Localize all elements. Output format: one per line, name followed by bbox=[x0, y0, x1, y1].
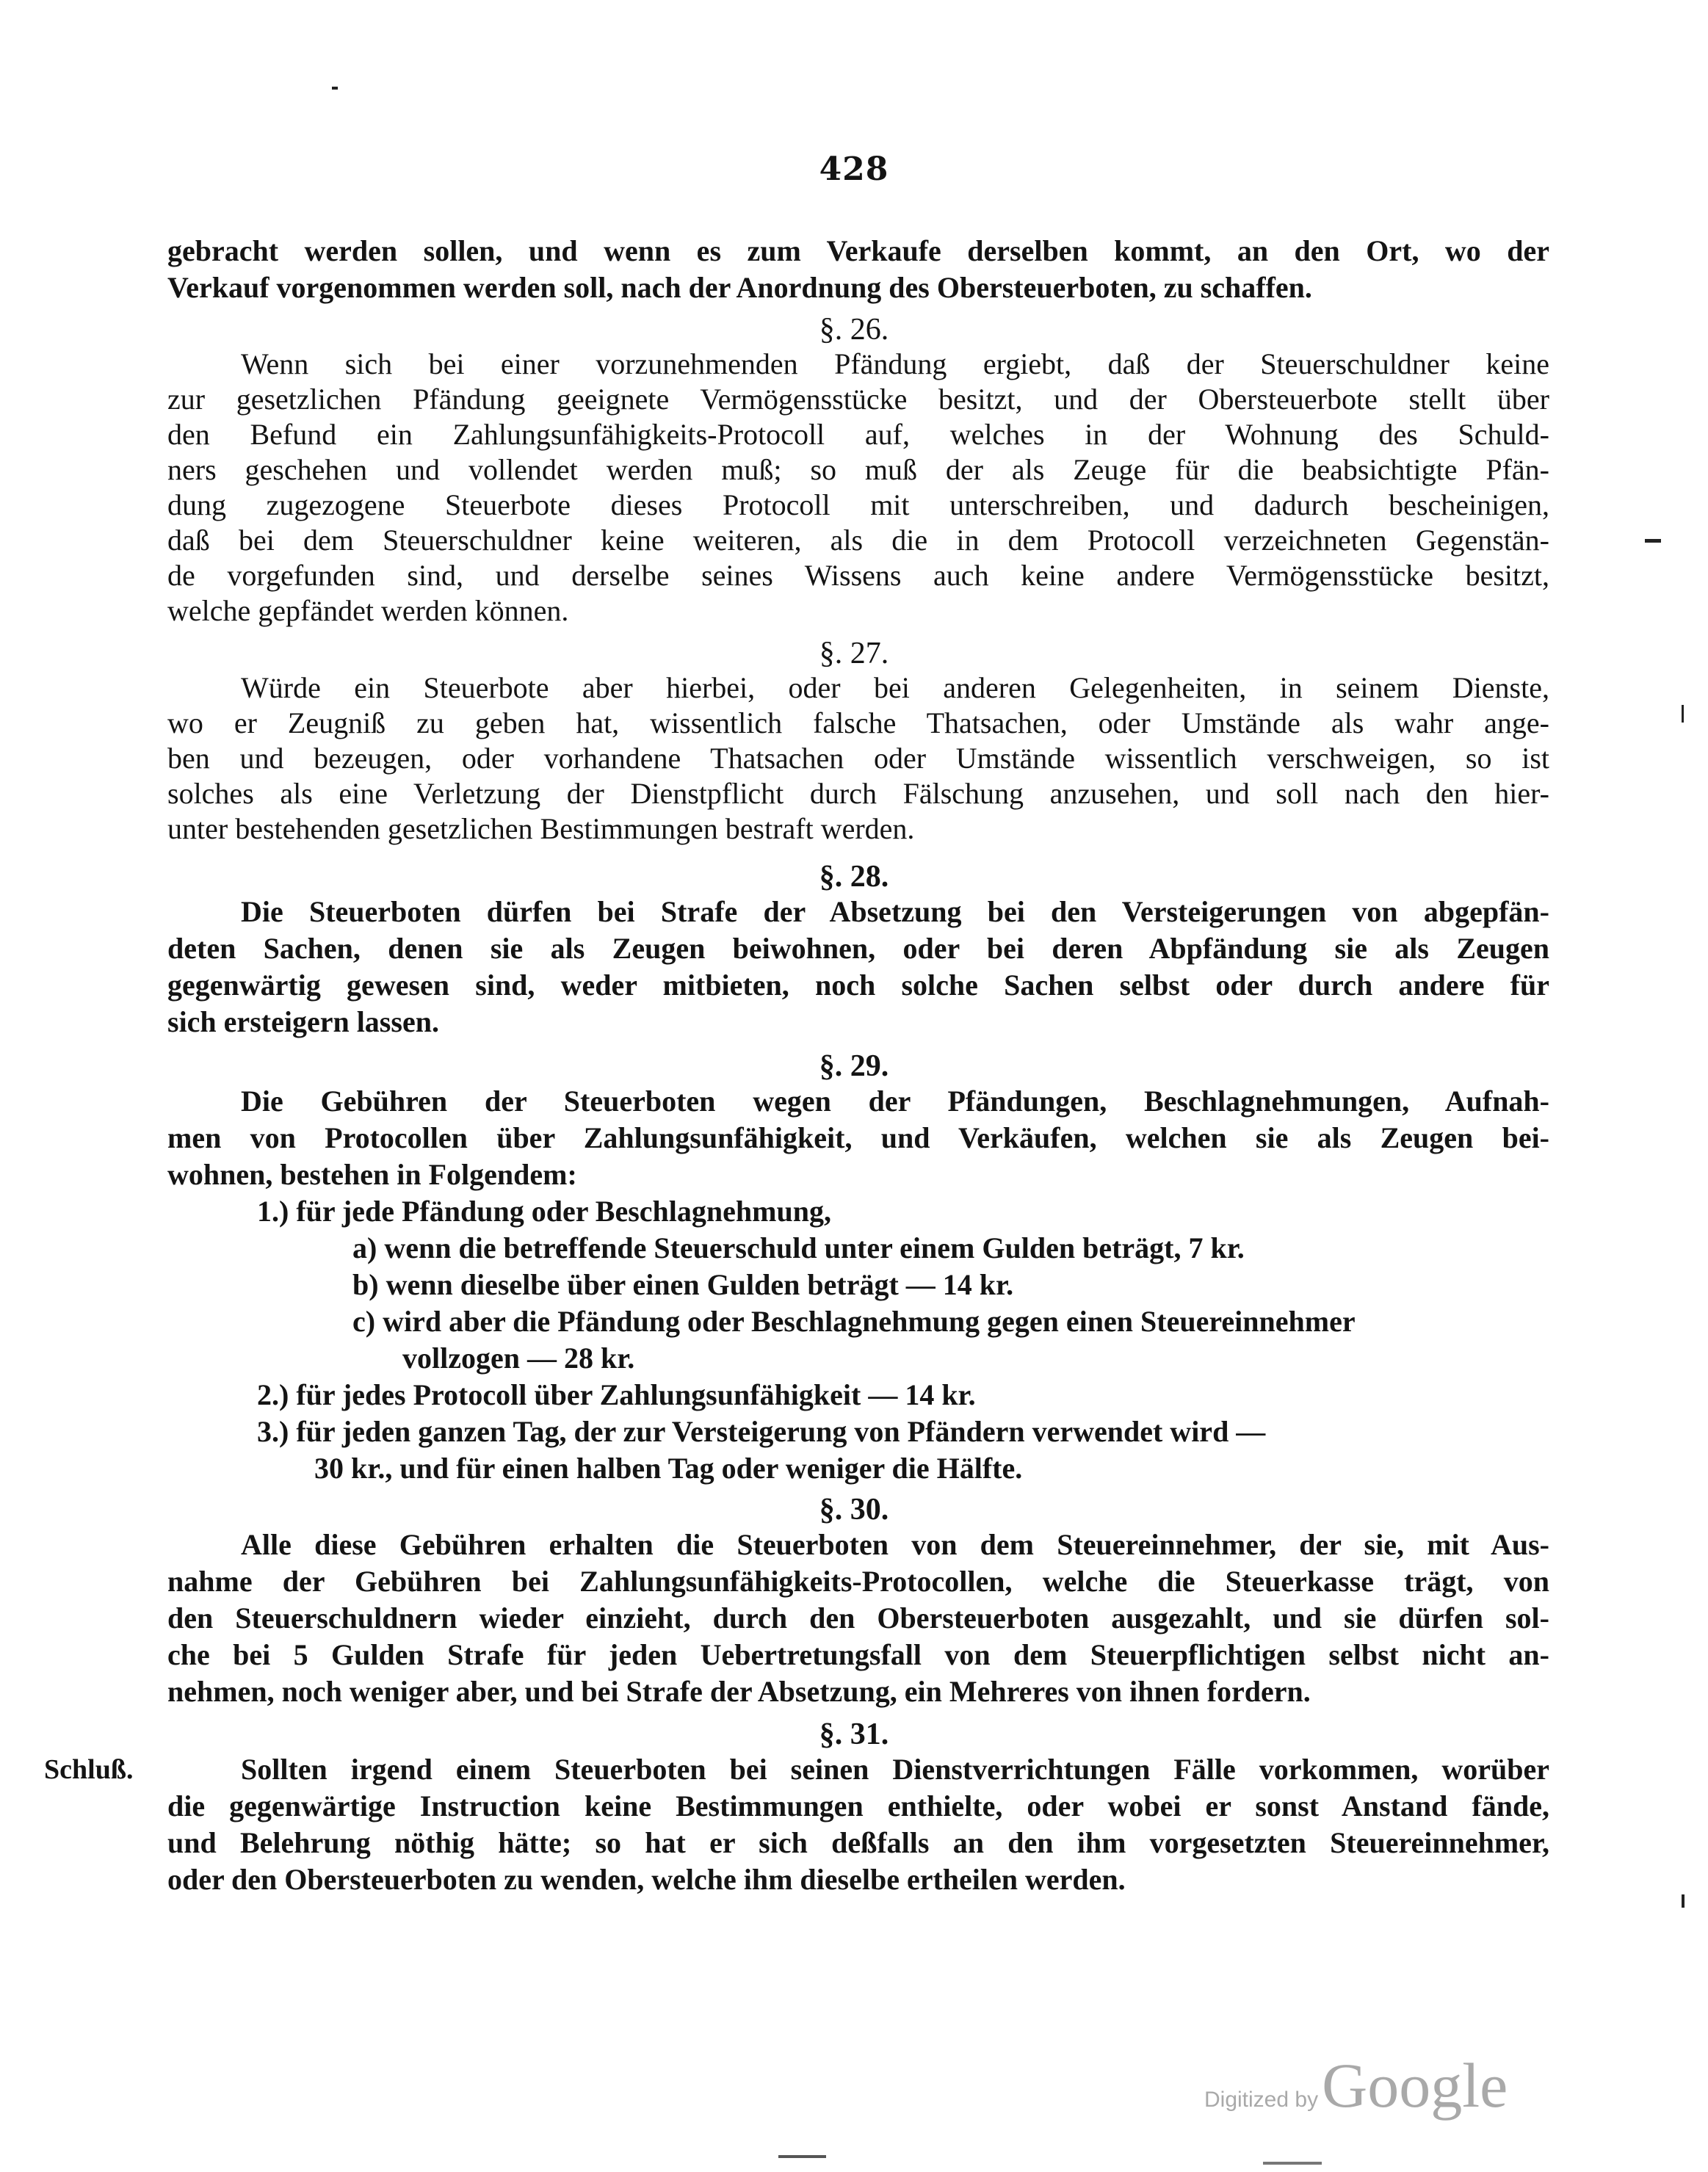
page-number: 428 bbox=[819, 151, 889, 188]
carryover-line: gebracht werden sollen, und wenn es zum Verkaufe derselben kommt, an den Ort, wo der bbox=[167, 234, 1549, 267]
paragraph-line: zur gesetzlichen Pfändung geeignete Vermögensstücke besitzt, und der Obersteuerbote stellt über bbox=[167, 383, 1549, 416]
scan-speck bbox=[1682, 705, 1684, 723]
list-marker: c) bbox=[352, 1305, 376, 1338]
margin-note: Schluß. bbox=[44, 1754, 134, 1785]
paragraph-line: nehmen, noch weniger aber, und bei Strafe der Absetzung, ein Mehreres von ihnen fordern. bbox=[167, 1675, 1311, 1708]
list-text: für jede Pfändung oder Beschlagnehmung, bbox=[296, 1195, 831, 1228]
list-marker: 1.) bbox=[257, 1195, 289, 1228]
list-text: vollzogen — 28 kr. bbox=[402, 1342, 635, 1375]
paragraph-line: Die Gebühren der Steuerboten wegen der Pfändungen, Beschlagnehmungen, Aufnah- bbox=[241, 1085, 1549, 1118]
paragraph-line: daß bei dem Steuerschuldner keine weiteren, als die in dem Protocoll verzeichneten Gegenstän- bbox=[167, 524, 1549, 557]
paragraph-line: oder den Obersteuerboten zu wenden, welche ihm dieselbe ertheilen werden. bbox=[167, 1863, 1126, 1896]
paragraph-line: den Befund ein Zahlungsunfähigkeits-Protocoll auf, welches in der Wohnung des Schuld- bbox=[167, 418, 1549, 451]
paragraph-line: Alle diese Gebühren erhalten die Steuerboten von dem Steuereinnehmer, der sie, mit Aus- bbox=[241, 1528, 1549, 1561]
list-text: für jedes Protocoll über Zahlungsunfähigkeit — 14 kr. bbox=[296, 1378, 976, 1411]
paragraph-line: dung zugezogene Steuerbote dieses Protocoll mit unterschreiben, und dadurch bescheinigen, bbox=[167, 488, 1549, 521]
list-text: wird aber die Pfändung oder Beschlagnehmung gegen einen Steuereinnehmer bbox=[383, 1305, 1356, 1338]
list-marker: 3.) bbox=[257, 1415, 289, 1448]
paragraph-line: Wenn sich bei einer vorzunehmenden Pfändung ergiebt, daß der Steuerschuldner keine bbox=[241, 347, 1549, 380]
paragraph-line: gegenwärtig gewesen sind, weder mitbieten, noch solche Sachen selbst oder durch andere für bbox=[167, 969, 1549, 1002]
scan-speck bbox=[1263, 2162, 1322, 2165]
scan-speck bbox=[332, 87, 338, 90]
paragraph-line: de vorgefunden sind, und derselbe seines Wissens auch keine andere Vermögensstücke besitzt, bbox=[167, 559, 1549, 592]
paragraph-line: wo er Zeugniß zu geben hat, wissentlich falsche Thatsachen, oder Umstände als wahr ange- bbox=[167, 706, 1549, 739]
fee-list-item bbox=[257, 1414, 1505, 1449]
fee-list-continuation bbox=[402, 1341, 1504, 1376]
fee-list-subitem bbox=[352, 1304, 1527, 1339]
paragraph-line: Die Steuerboten dürfen bei Strafe der Absetzung bei den Versteigerungen von abgepfän- bbox=[241, 895, 1549, 928]
paragraph-line: ben und bezeugen, oder vorhandene Thatsachen oder Umstände wissentlich verschweigen, so ist bbox=[167, 742, 1549, 775]
scan-speck bbox=[778, 2155, 826, 2158]
paragraph-line: nahme der Gebühren bei Zahlungsunfähigkeits-Protocollen, welche die Steuerkasse trägt, von bbox=[167, 1565, 1549, 1598]
list-text: wenn dieselbe über einen Gulden beträgt — 14 kr. bbox=[386, 1268, 1014, 1301]
scan-speck bbox=[1645, 539, 1661, 543]
section-heading-30: §. 30. bbox=[819, 1493, 889, 1527]
paragraph-line: welche gepfändet werden können. bbox=[167, 594, 569, 627]
fee-list-subitem bbox=[352, 1231, 1527, 1266]
fee-list-continuation bbox=[314, 1451, 1489, 1486]
scan-speck bbox=[1682, 1894, 1685, 1908]
paragraph-line: solches als eine Verletzung der Dienstpflicht durch Fälschung anzusehen, und soll nach den hier- bbox=[167, 777, 1549, 810]
list-text: 30 kr., und für einen halben Tag oder weniger die Hälfte. bbox=[314, 1452, 1023, 1485]
google-logo-text: Google bbox=[1322, 2050, 1508, 2121]
paragraph-line: che bei 5 Gulden Strafe für jeden Uebertretungsfall von dem Steuerpflichtigen selbst nicht an- bbox=[167, 1638, 1549, 1671]
section-heading-27: §. 27. bbox=[819, 637, 889, 670]
paragraph-line: sich ersteigern lassen. bbox=[167, 1005, 439, 1038]
list-marker: 2.) bbox=[257, 1378, 289, 1411]
fee-list-item bbox=[257, 1194, 1505, 1229]
paragraph-line: wohnen, bestehen in Folgendem: bbox=[167, 1158, 577, 1191]
google-watermark bbox=[1204, 2049, 1508, 2122]
list-marker: a) bbox=[352, 1231, 377, 1264]
paragraph-line: und Belehrung nöthig hätte; so hat er sich deßfalls an den ihm vorgesetzten Steuereinnehmer, bbox=[167, 1826, 1549, 1859]
paragraph-line: den Steuerschuldnern wieder einzieht, durch den Obersteuerboten ausgezahlt, und sie dürfen sol- bbox=[167, 1601, 1549, 1635]
list-text: wenn die betreffende Steuerschuld unter einem Gulden beträgt, 7 kr. bbox=[384, 1231, 1245, 1264]
paragraph-line: unter bestehenden gesetzlichen Bestimmungen bestraft werden. bbox=[167, 812, 915, 845]
paragraph-line: ners geschehen und vollendet werden muß; so muß der als Zeuge für die beabsichtigte Pfän- bbox=[167, 453, 1549, 486]
section-heading-29: §. 29. bbox=[819, 1049, 889, 1083]
fee-list-item bbox=[257, 1378, 1505, 1413]
fee-list-subitem bbox=[352, 1267, 1527, 1303]
paragraph-line: Würde ein Steuerbote aber hierbei, oder bei anderen Gelegenheiten, in seinem Dienste, bbox=[241, 671, 1549, 704]
carryover-line: Verkauf vorgenommen werden soll, nach der Anordnung des Obersteuerboten, zu schaffen. bbox=[167, 271, 1312, 304]
paragraph-line: men von Protocollen über Zahlungsunfähigkeit, und Verkäufen, welchen sie als Zeugen bei- bbox=[167, 1121, 1549, 1154]
paragraph-line: die gegenwärtige Instruction keine Bestimmungen enthielte, oder wobei er sonst Anstand fände, bbox=[167, 1789, 1549, 1822]
section-heading-28: §. 28. bbox=[819, 860, 889, 894]
paragraph-line: Sollten irgend einem Steuerboten bei seinen Dienstverrichtungen Fälle vorkommen, worüber bbox=[241, 1753, 1549, 1786]
paragraph-line: deten Sachen, denen sie als Zeugen beiwohnen, oder bei deren Abpfändung sie als Zeugen bbox=[167, 932, 1549, 965]
watermark-prefix: Digitized by bbox=[1204, 2088, 1319, 2112]
list-text: für jeden ganzen Tag, der zur Versteigerung von Pfändern verwendet wird — bbox=[296, 1415, 1266, 1448]
section-heading-31: §. 31. bbox=[819, 1717, 889, 1751]
section-heading-26: §. 26. bbox=[819, 313, 889, 347]
list-marker: b) bbox=[352, 1268, 379, 1301]
